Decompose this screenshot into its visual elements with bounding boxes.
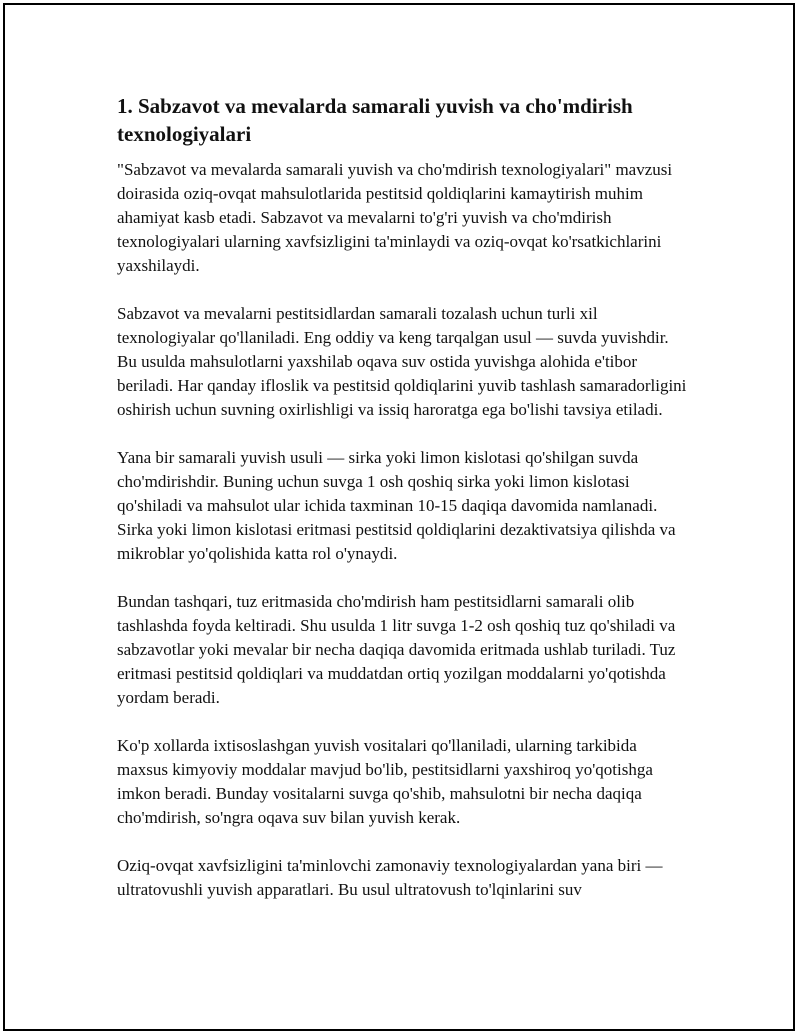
section-heading: 1. Sabzavot va mevalarda samarali yuvish va cho'mdirish texnologiyalari bbox=[117, 94, 633, 146]
paragraph-intro: "Sabzavot va mevalarda samarali yuvish va cho'mdirish texnologiyalari" mavzusi doirasida oziq-ovqat mahsulotlarida pestitsid qoldiqlarini kamaytirish muhim ahamiyat kasb etadi. Sabzavot va mevalarni to'g'ri yuvish va cho'mdirish texnologiyalari ularning xavfsizligini ta'minlaydi va oziq-ovqat ko'rsatkichlarini yaxshilaydi. bbox=[117, 160, 673, 275]
document-body bbox=[117, 92, 692, 926]
paragraph-vinegar-soaking: Yana bir samarali yuvish usuli — sirka yoki limon kislotasi qo'shilgan suvda cho'mdirishdir. Buning uchun suvga 1 osh qoshiq sirka yoki limon kislotasi qo'shiladi va mahsulot ular ichida taxminan 10-15 daqiqa davomida namlanadi. Sirka yoki limon kislotasi eritmasi pestitsid qoldiqlarini dezaktivatsiya qilishda va mikroblar yo'qolishida katta rol o'ynaydi. bbox=[117, 448, 676, 563]
paragraph-ultrasonic: Oziq-ovqat xavfsizligini ta'minlovchi zamonaviy texnologiyalardan yana biri — ultratovushli yuvish apparatlari. Bu usul ultratovush to'lqinlarini suv bbox=[117, 856, 663, 899]
paragraph-salt-soaking: Bundan tashqari, tuz eritmasida cho'mdirish ham pestitsidlarni samarali olib tashlashda foyda keltiradi. Shu usulda 1 litr suvga 1-2 osh qoshiq tuz qo'shiladi va sabzavotlar yoki mevalar bir necha daqiqa davomida eritmada ushlab turiladi. Tuz eritmasi pestitsid qoldiqlari va muddatdan ortiq yozilgan moddalarni yo'qotishda yordam beradi. bbox=[117, 592, 676, 707]
paragraph-detergents: Ko'p xollarda ixtisoslashgan yuvish vositalari qo'llaniladi, ularning tarkibida maxsus kimyoviy moddalar mavjud bo'lib, pestitsidlarni yaxshiroq yo'qotishga imkon beradi. Bunday vositalarni suvga qo'shib, mahsulotni bir necha daqiqa cho'mdirish, so'ngra oqava suv bilan yuvish kerak. bbox=[117, 736, 653, 827]
paragraph-water-washing: Sabzavot va mevalarni pestitsidlardan samarali tozalash uchun turli xil texnologiyalar qo'llaniladi. Eng oddiy va keng tarqalgan usul — suvda yuvishdir. Bu usulda mahsulotlarni yaxshilab oqava suv ostida yuvishga alohida e'tibor beriladi. Har qanday ifloslik va pestitsid qoldiqlarini yuvib tashlash samaradorligini oshirish uchun suvning oxirlishligi va issiq haroratga ega bo'lishi tavsiya etiladi. bbox=[117, 304, 687, 419]
